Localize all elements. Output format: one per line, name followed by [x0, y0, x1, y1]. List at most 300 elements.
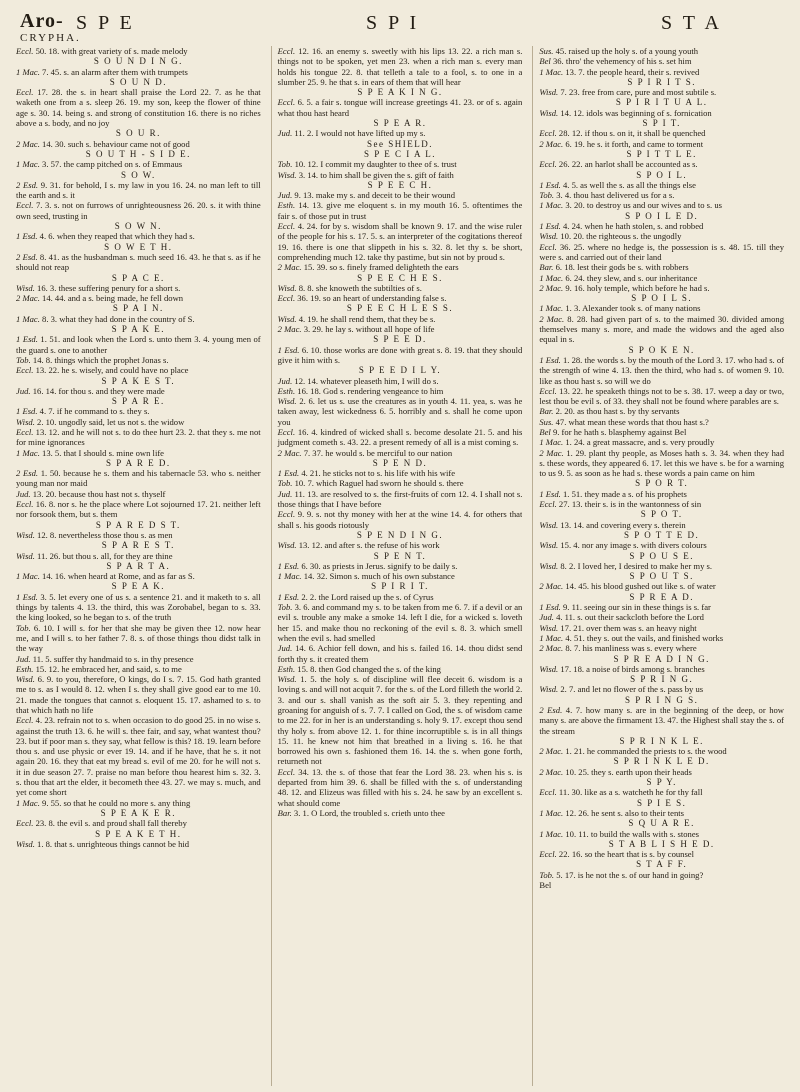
entry-text: 10. 25. they s. earth upon their heads: [565, 766, 692, 777]
entry-text: 6. 19. he s. it forth, and came to torment: [565, 138, 704, 149]
book-reference: Jud.: [16, 385, 31, 396]
book-reference: 2 Mac.: [16, 293, 40, 304]
entry-text: 3. 6. and command my s. to be taken from me 6. 7. if a devil or an evil s. trouble any make a smoke 14. left I die, for a wicked s. loveth her 15. and make thou no reckoning of the evil s. 8. 3. which smell when the evil s. had smelled: [277, 602, 523, 643]
running-head: [16, 12, 784, 46]
entry-line: [539, 56, 784, 66]
entry-text: 4. 21. he sticks not to s. his life with his wife: [301, 468, 456, 479]
book-reference: Wisd.: [277, 313, 297, 324]
book-reference: Bar.: [539, 262, 554, 273]
entry-text: 14. 45. his blood gushed out like s. of water: [565, 581, 716, 592]
headword: S O U N D I N G.: [93, 56, 183, 67]
entry-line: [16, 715, 261, 797]
entry-text: 11. 26. but thou s. all, for they are thine: [37, 550, 173, 561]
book-reference: 2 Mac.: [539, 138, 564, 149]
entry-text: 2. 10. ungodly said, let us not s. the widow: [37, 416, 185, 427]
book-reference: Sus.: [539, 46, 554, 56]
book-reference: 2 Mac.: [539, 313, 565, 324]
entry-text: 9. for he hath s. blasphemy against Bel: [552, 426, 687, 437]
entry-line: [539, 314, 784, 345]
entry-line: [539, 829, 784, 839]
headword: S T A F F.: [636, 859, 688, 870]
entry-line: [16, 427, 261, 448]
entry-text: 9. 31. for behold, I s. my law in you 16. 24. no man left to till the earth and s. it: [16, 179, 261, 201]
book-reference: 1 Mac.: [539, 807, 564, 818]
book-reference: Wisd.: [539, 622, 559, 633]
entry-text: 7. 23. free from care, pure and most subtile s.: [560, 87, 717, 98]
entry-text: 11. 30. like as a s. watcheth he for thy fall: [558, 787, 703, 798]
entry-text: 28. 12. if thou s. on it, it shall be quenched: [558, 128, 706, 139]
column-3: [532, 46, 784, 1086]
entry-text: 10. 20. the righteous s. the ungodly: [560, 231, 682, 242]
entry-line: [539, 437, 784, 447]
book-reference: 2 Mac.: [277, 324, 302, 335]
entry-text: 34. 13. the s. of those that fear the Lord 38. 23. when his s. is departed from him 39. 6. shall be filled with the s. of understanding 48. 12. and Elizeus was filled with his s. 24. he saw by an excellent s. what should come: [277, 766, 523, 808]
entry-line: [278, 293, 523, 303]
entry-line: [16, 406, 261, 416]
entry-text: 6. 24. they slew, and s. our inheritance: [565, 272, 698, 283]
entry-text: 9. 16. holy temple, which before he had s.: [565, 282, 710, 293]
book-reference: Esth.: [277, 200, 296, 211]
entry-line: [16, 448, 261, 458]
book-reference: 1 Esd.: [539, 354, 561, 365]
entry-line: [278, 190, 523, 200]
book-reference: Bar.: [539, 406, 554, 417]
entry-text: 16. 18. God s. rendering vengeance to him: [297, 385, 444, 396]
entry-text: 15. 39. so s. finely framed delighteth the ears: [303, 262, 459, 273]
headword: S P Y.: [646, 777, 677, 788]
book-reference: 2 Esd.: [16, 468, 39, 479]
book-reference: Bel: [539, 56, 551, 67]
entry-line: [539, 108, 784, 118]
headword: S P O R T.: [635, 478, 689, 489]
book-reference: Esth.: [277, 663, 296, 674]
headword: S O W E T H.: [104, 241, 173, 252]
entry-line: [278, 345, 523, 366]
entry-text: 3. 4. thou hast delivered us for a s.: [556, 190, 675, 201]
book-reference: 2 Mac.: [277, 262, 302, 273]
entry-text: 17. 28. the s. in heart shall praise the Lord 22. 7. as he that waketh one from a s. sleep 26. 19. my son, keep the flower of thine age s. 30. 14. being s. and strong of constitution 16. there is no riches above a s. body, and no joy: [16, 87, 261, 129]
entry-text: 12. 8. nevertheless those thou s. as men: [37, 529, 173, 540]
book-reference: Wisd.: [16, 838, 35, 849]
book-reference: 1 Mac.: [16, 797, 40, 808]
entry-line: [539, 643, 784, 653]
entry-line: [539, 273, 784, 283]
headword: S P E N D I N G.: [356, 529, 444, 540]
entry-text: 7. 3. s. not on furrows of unrighteousness 26. 20. s. it with thine own seed, trusting in: [16, 200, 261, 221]
entry-text: 50. 18. with great variety of s. made melody: [35, 46, 188, 56]
entry-text: 2. 7. and let no flower of the s. pass by us: [560, 684, 704, 695]
entry-line: [539, 180, 784, 190]
entry-text: 8. 41. as the husbandman s. much seed 16. 43. he that s. as if he should not reap: [16, 251, 261, 273]
entry-text: Bel: [539, 880, 552, 891]
entry-line: [278, 602, 523, 643]
book-reference: 1 Esd.: [277, 591, 300, 602]
book-reference: 1 Mac.: [539, 437, 564, 448]
entry-line: [16, 499, 261, 520]
entry-text: 6. 10. I will s. for her that she may be given thee 12. now hear me, and I will s. to her father 7. 8. s. of those things thou didst talk in the way: [16, 622, 261, 654]
entry-text: 36. thro' the vehemency of his s. set him: [552, 56, 692, 67]
book-reference: Tob.: [16, 354, 31, 365]
entry-text: 3. 5. let every one of us s. a sentence 21. and it maketh to s. all things by talents 4. 13. the third, this was Zorobabel, began to s. 33. the king looked, so he began to s. of the truth: [16, 591, 261, 623]
entry-text: 16. 3. these suffering penury for a short s.: [37, 282, 181, 293]
cross-reference: See SHIELD.: [367, 138, 433, 149]
headword: S P I T.: [642, 118, 681, 129]
book-reference: Tob.: [539, 869, 555, 880]
entry-line: [539, 520, 784, 530]
book-reference: 2 Mac.: [539, 282, 564, 293]
entry-text: 6. 5. a fair s. tongue will increase greetings 41. 23. or of s. again what thou hast heard: [277, 97, 523, 118]
entry-line: [539, 242, 784, 263]
book-reference: 2 Mac.: [277, 447, 302, 458]
entry-text: 6. 10. those works are done with great s. 8. 19. that they should give it him with s.: [277, 344, 523, 365]
book-reference: Wisd.: [539, 684, 559, 695]
book-reference: 1 Esd.: [16, 406, 38, 417]
entry-text: 27. 13. their s. is in the wantonness of sin: [558, 499, 702, 510]
headword: S P R I N K L E.: [619, 735, 704, 746]
book-reference: Eccl.: [16, 46, 34, 56]
headword: S P E E D I L Y.: [358, 365, 442, 376]
section-title: [20, 12, 81, 44]
entry-line: [278, 283, 523, 293]
entry-text: 6. 30. as priests in Jerus. signify to be daily s.: [301, 560, 458, 571]
book-reference: 1 Mac.: [539, 632, 564, 643]
book-reference: Eccl.: [277, 293, 296, 304]
entry-text: 4. 5. as well the s. as all the things else: [562, 179, 696, 190]
entry-text: 14. 13. give me eloquent s. in my mouth 16. 5. oftentimes the fair s. of those put in trust: [277, 200, 523, 221]
entry-text: 4. 19. he shall rend them, that they be s.: [298, 313, 436, 324]
headword: S P O I L E D.: [625, 210, 699, 221]
entry-line: [539, 128, 784, 138]
entry-text: 36. 25. where no hedge is, the possession is s. 48. 15. till they were s. and carried out of their land: [539, 241, 785, 262]
entry-text: 7. 37. he would s. be merciful to our nation: [303, 447, 453, 458]
entry-line: [16, 571, 261, 581]
book-reference: Eccl.: [16, 426, 34, 437]
entry-text: 4. 23. refrain not to s. when occasion to do good 25. in no wise s. against the truth 13. 6. he will s. thee fair, and say, what wantest thou? 23. but if poor man s. they say, what fellow is this? 18. 19. learn before thou s. and use physic or ever 19. 14. and if he have, that he s. it not again 20. 16. they that eat my bread s. evil of me 20. for he will not s. it in due season 27. 7. praise no man before thou hearest him s. 32. 3. s. thou that art the elder, it becometh thee 43. 27. we may s. much, and yet come short: [16, 715, 261, 798]
book-reference: Eccl.: [539, 159, 557, 170]
entry-text: 16. 14. for thou s. and they were made: [32, 385, 165, 396]
book-reference: Eccl.: [16, 365, 34, 376]
headword: S P A C E.: [111, 272, 165, 283]
entry-line: [16, 365, 261, 375]
entry-text: 15. 8. then God changed the s. of the king: [297, 663, 441, 674]
entry-line: [539, 406, 784, 416]
book-reference: 1 Esd.: [16, 231, 38, 242]
entry-line: [16, 654, 261, 664]
entry-text: 2. 6. let us s. use the creatures as in youth 4. 11. yea, s. was he taken away, lest wickedness 6. 5. horribly and s. shall he come upon you: [277, 396, 523, 427]
entry-line: [16, 355, 261, 365]
book-reference: 1 Esd.: [539, 221, 561, 232]
entry-line: [278, 489, 523, 510]
book-reference: Bar.: [277, 807, 292, 818]
book-reference: 1 Mac.: [16, 159, 40, 170]
entry-text: 5. 17. is he not the s. of our hand in going?: [556, 869, 704, 880]
book-reference: 1 Mac.: [16, 313, 40, 324]
entry-text: 12. 26. he sent s. also to their tents: [565, 807, 685, 818]
entry-line: [278, 643, 523, 664]
book-reference: Eccl.: [277, 46, 296, 56]
entry-line: [539, 231, 784, 241]
entry-text: 13. 22. he s. wisely, and could have no place: [35, 365, 189, 376]
headword: S P E A K E T H.: [95, 828, 182, 839]
entry-text: 13. 12. and after s. the refuse of his work: [298, 540, 440, 551]
book-reference: Jud.: [277, 190, 293, 201]
book-reference: 2 Mac.: [16, 138, 40, 149]
entry-text: 1. 51. they made a s. of his prophets: [562, 488, 687, 499]
entry-text: 14. 6. Achior fell down, and his s. failed 16. 14. thou didst send forth thy s. it created them: [277, 643, 523, 664]
entry-text: 1. 29. plant thy people, as Moses hath s. 3. 34. when they had s. these words, they appeared 6. 17. let this we have s. be for a warning to us 9. 5. as soon as he had s. these words a pain came on him: [539, 447, 785, 479]
book-reference: 1 Esd.: [539, 602, 561, 613]
entry-text: 1. 8. that s. unrighteous things cannot be hid: [37, 838, 190, 849]
headword: S P O I L S.: [631, 293, 693, 304]
entry-text: 16. 8. nor s. he the place where Lot sojourned 17. 21. neither left nor forsook them, but s. them: [16, 499, 261, 520]
book-reference: 1 Mac.: [277, 571, 302, 582]
headword: S P I R I T S.: [627, 76, 696, 87]
headword: S P A R T A.: [106, 560, 171, 571]
entry-text: 13. 7. the people heard, their s. revived: [565, 66, 700, 77]
headword: S P O T.: [640, 509, 683, 520]
entry-line: [16, 252, 261, 273]
entry-text: 8. 8. she knoweth the subtilties of s.: [298, 282, 422, 293]
book-reference: Wisd.: [539, 519, 559, 530]
entry-line: [539, 581, 784, 591]
entry-text: 4. 7. how many s. are in the beginning of the deep, or how many s. are above the firmament 13. 47. the Highest shall stay the s. of the stream: [539, 705, 785, 736]
headword: S P E E C H.: [367, 179, 433, 190]
entry-line: [278, 170, 523, 180]
book-reference: Eccl.: [16, 715, 34, 726]
book-reference: 1 Mac.: [16, 571, 40, 582]
headword: S P A R E S T.: [101, 540, 175, 551]
entry-text: 10. 7. which Raguel had sworn he should s. there: [294, 478, 464, 489]
book-reference: Eccl.: [277, 97, 296, 108]
book-reference: Wisd.: [539, 663, 559, 674]
entry-line: [278, 262, 523, 272]
book-reference: 2 Mac.: [539, 766, 564, 777]
entry-line: [539, 767, 784, 777]
book-reference: Eccl.: [16, 200, 34, 211]
entry-line: [539, 664, 784, 674]
entry-text: 9. 55. so that he could no more s. any thing: [42, 797, 191, 808]
entry-text: 14. 30. such s. behaviour came not of good: [42, 138, 190, 149]
entry-line: [278, 314, 523, 324]
headword: S O U T H - S I D E.: [85, 148, 191, 159]
entry-line: [278, 509, 523, 530]
book-reference: Jud.: [277, 488, 293, 499]
book-reference: Wisd.: [277, 396, 297, 407]
headword: S P E A R.: [373, 118, 427, 129]
book-reference: 1 Esd.: [277, 344, 300, 355]
entry-text: 1. 24. a great massacre, and s. very proudly: [565, 437, 715, 448]
entry-line: [539, 849, 784, 859]
headword: S P A R E.: [111, 396, 165, 407]
headword: S P A K E S T.: [101, 375, 176, 386]
entry-text: 1. 3. Alexander took s. of many nations: [565, 303, 701, 314]
entry-line: [539, 684, 784, 694]
entry-line: [16, 46, 261, 56]
headword: S P I R I T U A L.: [615, 97, 708, 108]
book-reference: 1 Esd.: [539, 488, 561, 499]
entry-line: [278, 561, 523, 571]
headword: S T A B L I S H E D.: [608, 838, 715, 849]
book-reference: 1 Esd.: [539, 179, 561, 190]
entry-line: [539, 808, 784, 818]
entry-line: [278, 664, 523, 674]
entry-line: [539, 417, 784, 427]
book-reference: Eccl.: [277, 509, 296, 520]
entry-text: 2. 20. as thou hast s. by thy servants: [555, 406, 680, 417]
book-reference: Wisd.: [277, 282, 297, 293]
entry-line: [16, 674, 261, 715]
entry-text: 4. 7. if he command to s. they s.: [39, 406, 150, 417]
entry-text: 11. 5. suffer thy handmaid to s. in thy presence: [32, 653, 194, 664]
entry-text: 17. 18. a noise of birds among s. branches: [560, 663, 705, 674]
headword: S P R I N G.: [630, 674, 694, 685]
entry-text: 3. 20. to destroy us and our wives and to s. us: [565, 200, 722, 211]
book-reference: 2 Mac.: [539, 447, 564, 458]
column-2: [271, 46, 523, 1086]
entry-text: 23. 8. the evil s. and proud shall fall thereby: [35, 818, 187, 829]
book-reference: Wisd.: [539, 107, 559, 118]
entry-line: [278, 128, 523, 138]
entry-text: 10. 11. to build the walls with s. stones: [565, 828, 699, 839]
book-reference: Esth.: [277, 385, 296, 396]
entry-line: [278, 200, 523, 221]
entry-text: 16. 4. kindred of wicked shall s. become desolate 21. 5. and his judgment cometh s. 43. 22. a present remedy of all is a mist coming s.: [277, 426, 523, 448]
entry-line: [16, 664, 261, 674]
headword: S P A I N.: [112, 303, 164, 314]
guide-word-left: S P E: [76, 12, 135, 34]
book-reference: Eccl.: [16, 499, 34, 510]
headword: S P A R E D S T.: [95, 519, 181, 530]
book-reference: Wisd.: [16, 674, 35, 685]
entry-line: [539, 746, 784, 756]
entry-line: [16, 67, 261, 77]
headword: S P I T T L E.: [626, 148, 697, 159]
entry-text: 10. 12. I commit my daughter to thee of s. trust: [294, 159, 457, 170]
headword: S O W N.: [114, 221, 162, 232]
entry-line: [539, 705, 784, 736]
book-reference: Wisd.: [277, 169, 297, 180]
entry-text: 8. 2. I loved her, I desired to make her my s.: [560, 560, 713, 571]
entry-line: [278, 478, 523, 488]
entry-line: [16, 87, 261, 128]
entry-line: [539, 499, 784, 509]
entry-line: [16, 200, 261, 221]
entry-line: [539, 489, 784, 499]
entry-line: [539, 870, 784, 880]
book-reference: Jud.: [277, 643, 293, 654]
book-reference: Tob.: [277, 478, 293, 489]
entry-text: 6. 18. lest their gods be s. with robbers: [555, 262, 689, 273]
book-reference: 2 Mac.: [539, 581, 564, 592]
entry-line: [278, 46, 523, 87]
book-reference: 2 Mac.: [539, 643, 564, 654]
book-reference: Sus.: [539, 416, 554, 427]
book-reference: Tob.: [539, 190, 555, 201]
entry-line: [16, 530, 261, 540]
entry-text: 26. 22. an harlot shall be accounted as s.: [558, 159, 698, 170]
entry-text: 1. 28. the words s. by the mouth of the Lord 3. 17. who had s. of the strength of wine 4. 13. then the third, who had s. of women 9. 10. like as thou hast s. so will we do: [539, 354, 785, 386]
entry-line: [278, 674, 523, 767]
entry-line: [16, 293, 261, 303]
headword: S P R E A D I N G.: [613, 653, 710, 664]
entry-line: [539, 427, 784, 437]
book-reference: 1 Esd.: [16, 591, 38, 602]
entry-text: 8. 28. had given part of s. to the maimed 30. divided among themselves many s. more, and made the widows and the aged also equal in s.: [539, 313, 785, 345]
entry-line: [278, 97, 523, 118]
entry-line: [278, 468, 523, 478]
book-reference: Wisd.: [539, 560, 559, 571]
headword: S P O U S E.: [629, 550, 695, 561]
headword: S P E A K.: [111, 581, 166, 592]
headword: S O W.: [120, 169, 156, 180]
entry-text: 13. 12. and he will not s. to do thee hurt 23. 2. that they s. me not for mine ignorances: [16, 426, 261, 448]
text-columns: [16, 46, 784, 1086]
headword: S P R I N G S.: [624, 694, 699, 705]
headword: S P E E C H L E S S.: [346, 303, 454, 314]
entry-line: [16, 417, 261, 427]
entry-line: [16, 231, 261, 241]
entry-text: 3. 57. the camp pitched on s. of Emmaus: [42, 159, 183, 170]
headword: S P O U T S.: [629, 571, 694, 582]
entry-line: [278, 324, 523, 334]
entry-line: [16, 139, 261, 149]
entry-line: [278, 808, 523, 818]
entry-text: 13. 14. and covering every s. therein: [560, 519, 686, 530]
book-reference: Bel: [539, 426, 551, 437]
entry-line: [539, 787, 784, 797]
entry-text: 1. 51. and look when the Lord s. unto them 3. 4. young men of the guard s. one to another: [16, 334, 261, 355]
entry-line: [539, 880, 784, 890]
book-reference: 1 Mac.: [16, 66, 40, 77]
book-reference: 2 Esd.: [539, 705, 563, 715]
entry-text: 17. 21. over them was s. an heavy night: [560, 622, 697, 633]
book-reference: 1 Esd.: [277, 560, 300, 571]
headword: S P O T T E D.: [624, 529, 700, 540]
entry-text: 4. 24. for by s. wisdom shall be known 9. 17. and the wise ruler of the people for his s. 17. 5. s. an interpreter of the cogitations thereof 19. 16. there is one that slippeth in his s. 32. 8. let thy s. be short, comprehending much 12. take thy pastime, but sin not by proud s.: [277, 221, 523, 262]
entry-line: [16, 283, 261, 293]
book-reference: Wisd.: [539, 540, 559, 551]
entry-text: 1. 5. the holy s. of discipline will flee deceit 6. wisdom is a loving s. and will not acquit 7. for the s. of the Lord filleth the world 2. 3. and our s. shall vanish as the soft air 5. 3. they repenting and groaning for anguish of s. 7. 7. I called on God, the s. of wisdom came to me 22. for in her is an understanding s. holy 9. 17. except thou send thy holy s. from above 12. 1. for thine incorruptible s. is in all things 15. 11. he knew not him that breathed in a living s. 16. he that borrowed his own s. fashioned them 16. 14. the s. when gone forth, returneth not: [277, 674, 523, 767]
book-reference: 1 Mac.: [16, 447, 40, 458]
guide-word-right: S T A: [661, 12, 722, 34]
entry-line: [539, 87, 784, 97]
book-reference: 1 Esd.: [277, 468, 300, 479]
headword: S O U N D.: [109, 76, 167, 87]
entry-text: 14. 8. things which the prophet Jonas s.: [32, 354, 169, 365]
book-reference: Tob.: [277, 159, 293, 170]
entry-line: [539, 221, 784, 231]
entry-text: 1. 21. he commanded the priests to s. the wood: [565, 746, 727, 757]
entry-text: 4. 51. they s. out the vails, and finished works: [565, 632, 724, 643]
book-reference: 1 Mac.: [539, 272, 564, 283]
entry-text: 3. 1. O Lord, the troubled s. crieth unto thee: [293, 807, 445, 818]
book-reference: Eccl.: [539, 128, 557, 139]
entry-text: 47. what mean these words that thou hast s.?: [555, 416, 709, 427]
headword: S P I R I T.: [371, 581, 429, 592]
entry-text: 12. 16. an enemy s. sweetly with his lips 13. 22. a rich man s. things not to be spoken, yet men 23. when a rich man s. every man holds his tongue 22. 8. that telleth a tale to a fool, s. to one in a slumber 25. 9. he that s. in ears of them that will hear: [277, 46, 523, 87]
book-reference: 2 Esd.: [16, 179, 39, 190]
entry-line: [278, 376, 523, 386]
headword: S P O K E N.: [628, 344, 695, 355]
entry-line: [539, 448, 784, 479]
book-reference: Eccl.: [277, 221, 296, 232]
entry-text: 36. 19. so an heart of understanding false s.: [297, 293, 447, 304]
headword: S O U R.: [115, 128, 161, 139]
book-reference: 2 Esd.: [16, 251, 38, 262]
book-reference: Wisd.: [16, 529, 35, 540]
entry-text: 1. 50. because he s. them and his tabernacle 53. who s. neither young man nor maid: [16, 468, 261, 489]
headword: S P E E D.: [373, 334, 427, 345]
